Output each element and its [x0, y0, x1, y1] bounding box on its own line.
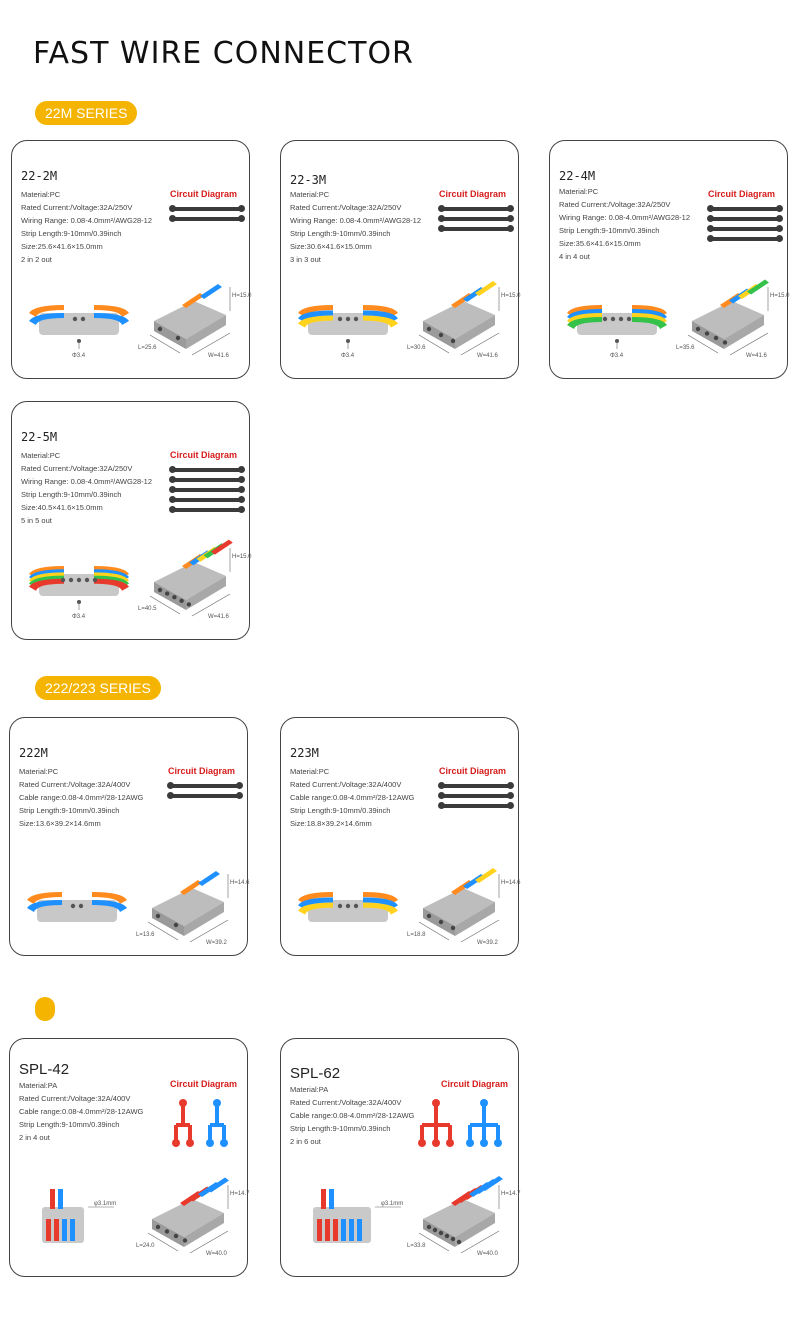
model-name: 22-3M — [290, 173, 327, 187]
circuit-diagram-label: Circuit Diagram — [168, 766, 236, 776]
spec-line: Material:PC — [290, 767, 330, 776]
circuit-line — [172, 217, 242, 221]
spec-line: Strip Length:9-10mm/0.39inch — [19, 1120, 120, 1129]
spec-line: Size:13.6×39.2×14.6mm — [19, 819, 101, 828]
circuit-line — [441, 794, 511, 798]
connector-iso-photo — [403, 1179, 521, 1259]
length-label: L=35.6 — [676, 345, 695, 351]
spec-list — [559, 185, 690, 263]
width-label: W=39.2 — [206, 940, 227, 946]
spec-list — [21, 449, 152, 527]
spec-line: Rated Current:/Voltage:32A/250V — [21, 203, 133, 212]
connector-iso-photo — [134, 281, 252, 361]
height-label: H=14.6 — [501, 880, 521, 886]
connector-front-photo — [293, 878, 403, 948]
spec-line: Rated Current:/Voltage:32A/250V — [21, 464, 133, 473]
circuit-line — [172, 488, 242, 492]
model-name: 223M — [290, 746, 319, 760]
spec-line: Wiring Range: 0.08-4.0mm²/AWG28-12 — [21, 477, 153, 486]
connector-front-photo — [24, 552, 134, 622]
product-card-spl-62 — [280, 1038, 519, 1277]
diameter-label: φ3.1mm — [381, 1201, 404, 1207]
connector-iso-photo — [134, 542, 252, 622]
length-label: L=33.8 — [407, 1243, 426, 1249]
connector-front-photo — [293, 1189, 403, 1259]
circuit-line — [172, 207, 242, 211]
product-card-22-3m — [280, 140, 519, 379]
diameter-label: φ3.1mm — [94, 1201, 117, 1207]
spec-list — [290, 1083, 414, 1148]
spec-list — [19, 1079, 143, 1144]
spec-line: Strip Length:9-10mm/0.39inch — [559, 226, 660, 235]
spec-line: Material:PC — [19, 767, 59, 776]
circuit-diagram-label: Circuit Diagram — [439, 189, 507, 199]
circuit-line — [441, 217, 511, 221]
connector-iso-photo — [132, 1179, 250, 1259]
circuit-line — [710, 217, 780, 221]
spec-line: Wiring Range: 0.08-4.0mm²/AWG28-12 — [290, 216, 422, 225]
spec-list — [19, 765, 143, 830]
connector-iso-photo — [132, 868, 250, 948]
spec-line: Cable range:0.08-4.0mm²/28-12AWG — [290, 793, 415, 802]
circuit-line — [710, 237, 780, 241]
spec-line: 2 in 6 out — [290, 1137, 321, 1146]
circuit-line — [170, 784, 240, 788]
product-card-223m — [280, 717, 519, 956]
model-name: SPL-62 — [290, 1065, 341, 1082]
width-label: W=41.6 — [746, 353, 767, 359]
spec-list — [290, 765, 414, 830]
spec-line: Strip Length:9-10mm/0.39inch — [290, 1124, 391, 1133]
height-label: H=14.7 — [501, 1191, 521, 1197]
spec-line: Cable range:0.08-4.0mm²/28-12AWG — [19, 1107, 144, 1116]
width-label: W=41.6 — [208, 353, 229, 359]
model-name: 22-2M — [21, 169, 58, 183]
model-name: SPL-42 — [19, 1061, 70, 1078]
connector-iso-photo — [672, 281, 790, 361]
length-label: L=25.6 — [138, 345, 157, 351]
circuit-line — [172, 508, 242, 512]
circuit-line — [170, 794, 240, 798]
width-label: W=41.6 — [477, 353, 498, 359]
spec-line: Rated Current:/Voltage:32A/400V — [19, 780, 131, 789]
spec-line: Rated Current:/Voltage:32A/400V — [290, 1098, 402, 1107]
diameter-label: Φ3.4 — [341, 353, 355, 359]
connector-front-photo — [24, 291, 134, 361]
circuit-line — [441, 227, 511, 231]
model-name: 222M — [19, 746, 48, 760]
section-label-22m: 22M SERIES — [35, 101, 137, 125]
spec-line: Strip Length:9-10mm/0.39inch — [290, 229, 391, 238]
circuit-line — [441, 804, 511, 808]
width-label: W=40.0 — [477, 1251, 498, 1257]
height-label: H=14.7 — [230, 1191, 250, 1197]
product-card-22-5m — [11, 401, 250, 640]
circuit-line — [710, 227, 780, 231]
length-label: L=40.5 — [138, 606, 157, 612]
spec-line: Rated Current:/Voltage:32A/400V — [290, 780, 402, 789]
spec-line: 3 in 3 out — [290, 255, 321, 264]
connector-front-photo — [22, 1189, 132, 1259]
length-label: L=13.6 — [136, 932, 155, 938]
spec-line: Strip Length:9-10mm/0.39inch — [21, 490, 122, 499]
spec-line: Size:25.6×41.6×15.0mm — [21, 242, 103, 251]
length-label: L=24.0 — [136, 1243, 155, 1249]
connector-iso-photo — [403, 868, 521, 948]
circuit-line — [172, 478, 242, 482]
product-card-22-4m — [549, 140, 788, 379]
spec-line: Cable range:0.08-4.0mm²/28-12AWG — [290, 1111, 415, 1120]
diameter-label: Φ3.4 — [610, 353, 624, 359]
height-label: H=15.0 — [770, 293, 790, 299]
circuit-diagram-label: Circuit Diagram — [170, 1079, 238, 1089]
spec-line: Strip Length:9-10mm/0.39inch — [290, 806, 391, 815]
spec-line: Strip Length:9-10mm/0.39inch — [21, 229, 122, 238]
spec-line: Rated Current:/Voltage:32A/400V — [19, 1094, 131, 1103]
circuit-diagram-label: Circuit Diagram — [441, 1079, 509, 1089]
section-label-222-223: 222/223 SERIES — [35, 676, 161, 700]
spec-line: Material:PC — [559, 187, 599, 196]
spec-line: 4 in 4 out — [559, 252, 590, 261]
spec-line: Material:PC — [21, 190, 61, 199]
spec-line: Material:PC — [21, 451, 61, 460]
page-title: FAST WIRE CONNECTOR — [33, 36, 414, 71]
model-name: 22-4M — [559, 169, 596, 183]
product-card-222m — [9, 717, 248, 956]
circuit-diagram-label: Circuit Diagram — [439, 766, 507, 776]
spec-line: Cable range:0.08-4.0mm²/28-12AWG — [19, 793, 144, 802]
spec-line: Wiring Range: 0.08-4.0mm²/AWG28-12 — [21, 216, 153, 225]
circuit-line — [441, 207, 511, 211]
height-label: H=14.6 — [230, 880, 250, 886]
connector-front-photo — [562, 291, 672, 361]
circuit-diagram-label: Circuit Diagram — [708, 189, 776, 199]
length-label: L=18.8 — [407, 932, 426, 938]
spec-line: Size:30.6×41.6×15.0mm — [290, 242, 372, 251]
circuit-line — [172, 498, 242, 502]
circuit-line — [441, 784, 511, 788]
circuit-diagram-icon — [170, 1097, 270, 1157]
spec-line: 2 in 2 out — [21, 255, 52, 264]
height-label: H=15.0 — [232, 554, 252, 560]
spec-line: Rated Current:/Voltage:32A/250V — [559, 200, 671, 209]
spec-line: Material:PA — [290, 1085, 329, 1094]
width-label: W=40.0 — [206, 1251, 227, 1257]
circuit-diagram-label: Circuit Diagram — [170, 450, 238, 460]
spec-line: Rated Current:/Voltage:32A/250V — [290, 203, 402, 212]
width-label: W=41.6 — [208, 614, 229, 620]
diameter-label: Φ3.4 — [72, 353, 86, 359]
model-name: 22-5M — [21, 430, 58, 444]
spec-line: Strip Length:9-10mm/0.39inch — [19, 806, 120, 815]
spec-line: Size:35.6×41.6×15.0mm — [559, 239, 641, 248]
spec-line: 5 in 5 out — [21, 516, 52, 525]
length-label: L=30.6 — [407, 345, 426, 351]
circuit-diagram-icon — [416, 1097, 516, 1157]
height-label: H=15.0 — [232, 293, 252, 299]
width-label: W=39.2 — [477, 940, 498, 946]
connector-front-photo — [22, 878, 132, 948]
spec-line: Size:18.8×39.2×14.6mm — [290, 819, 372, 828]
connector-iso-photo — [403, 281, 521, 361]
circuit-diagram-label: Circuit Diagram — [170, 189, 238, 199]
spec-list — [21, 188, 152, 266]
spec-list — [290, 188, 421, 266]
spec-line: Wiring Range: 0.08-4.0mm²/AWG28-12 — [559, 213, 691, 222]
connector-front-photo — [293, 291, 403, 361]
spec-line: 2 in 4 out — [19, 1133, 50, 1142]
section-label-spl — [35, 997, 55, 1021]
circuit-line — [710, 207, 780, 211]
circuit-line — [172, 468, 242, 472]
spec-line: Material:PC — [290, 190, 330, 199]
diameter-label: Φ3.4 — [72, 614, 86, 620]
product-card-22-2m — [11, 140, 250, 379]
product-card-spl-42 — [9, 1038, 248, 1277]
height-label: H=15.0 — [501, 293, 521, 299]
spec-line: Material:PA — [19, 1081, 58, 1090]
spec-line: Size:40.5×41.6×15.0mm — [21, 503, 103, 512]
